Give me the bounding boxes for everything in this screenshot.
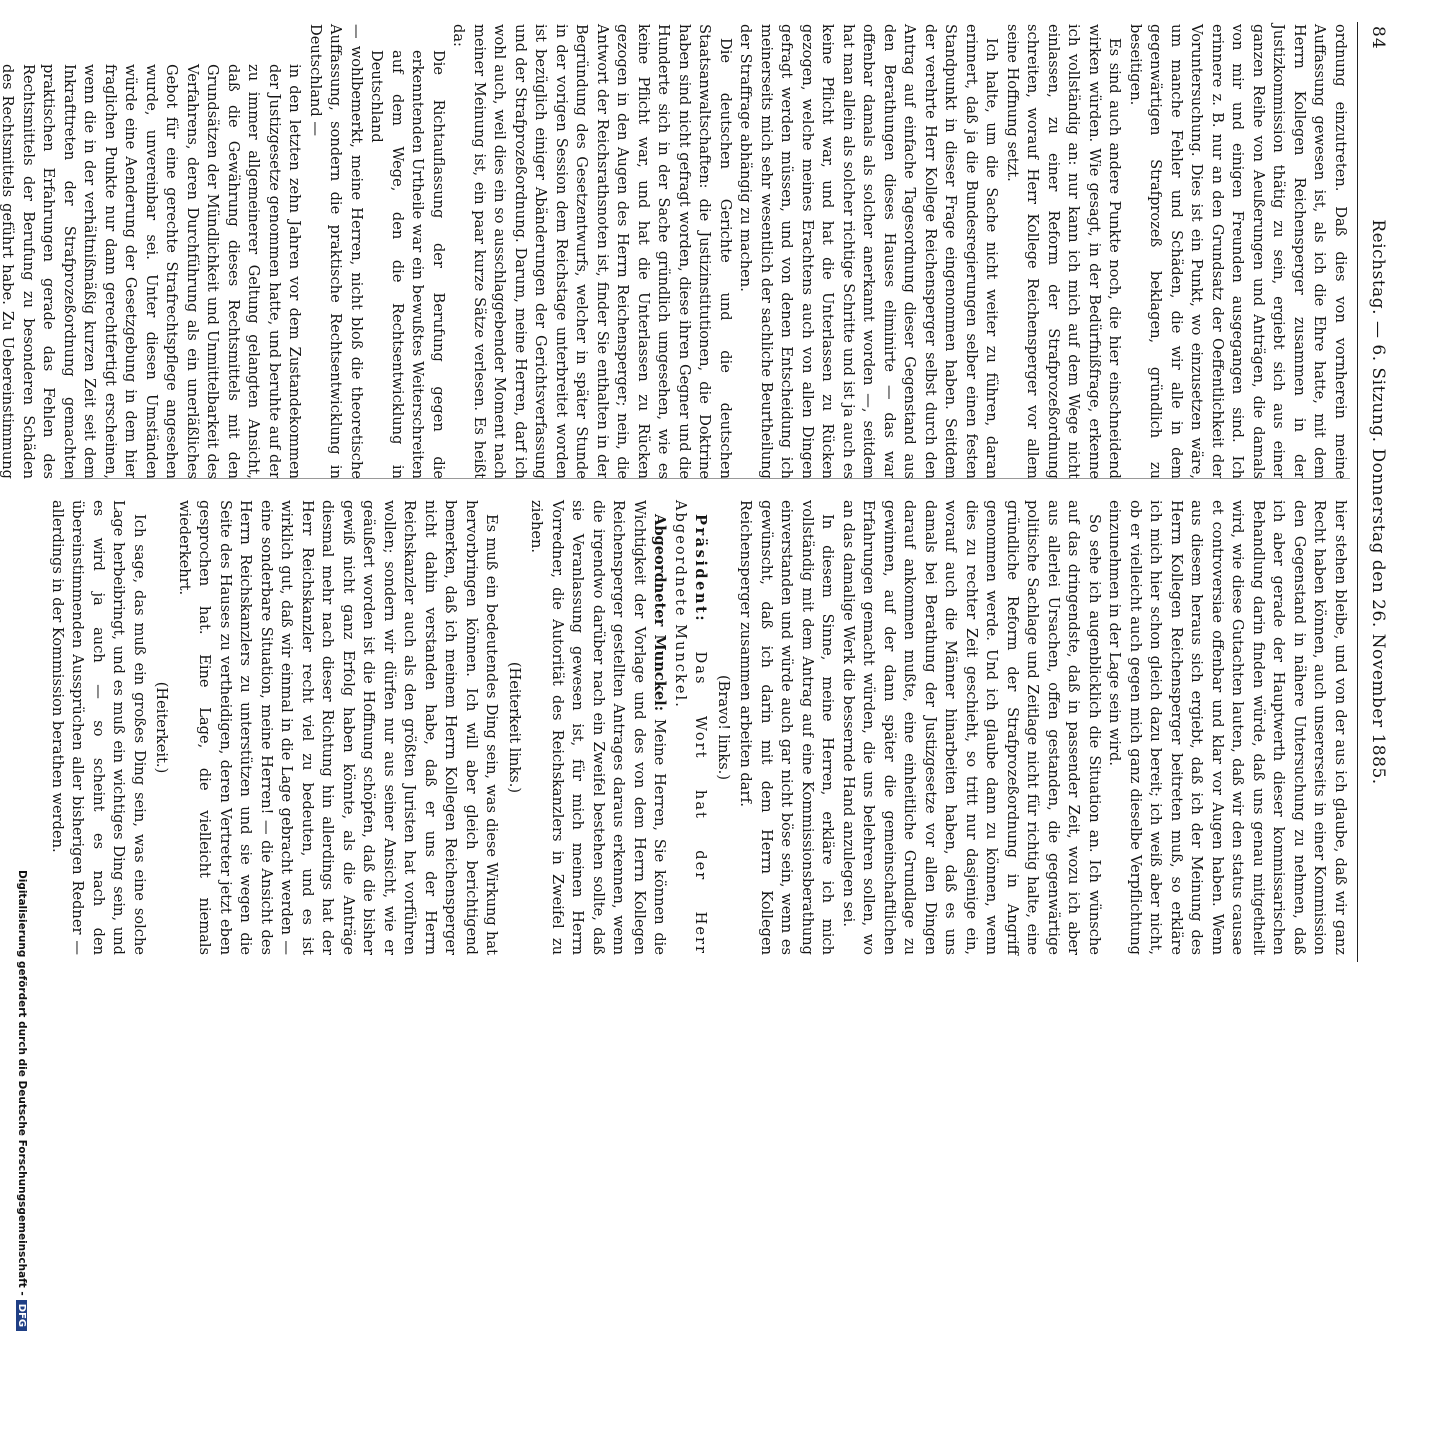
digitization-credit [16,870,28,1430]
paragraph: Es muß ein bedeutendes Ding sein, was diese Wirkung hat hervorbringen können. Ich will aber gleich berichtigend bemerken, daß ich meinem Herrn Kollegen Reichensperger nicht dahin verstanden habe, daß er uns der Herrn Reichskanzler auch als den größten Juristen hat vorführen wollen; sondern wir dürfen nur aus seiner Ansicht, wie er geäußert worden ist die Hoffnung schöpfen, daß die bisher gewiß nicht ganz Erfolg haben könnte, als die Anträge diesmal mehr nach dieser Richtung hin allerdings hat der Herr Reichskanzler recht viel zu bedeuten, und es ist wirklich gut, daß wir einmal in die Lage gebracht werden — eine sonderbare Situation, meine Herren! — die Ansicht des Herrn Reichskanzlers zu unterstützen und sie wegen die Seite des Hauses zu vertheidigen, deren Vertreter jetzt eben gesprochen hat. Eine Lage, die vielleicht niemals wiederkehrt. [176,500,501,955]
paragraph: — wohlbemerkt, meine Herren, nicht bloß die theoretische Auffassung, sondern die praktische Rechtsentwicklung in Deutschland — [307,24,365,479]
speaker-text: Meine Herren, Sie können die Wichtigkeit der Vorlage und des von dem Herrn Kollegen Reichensperger gestellten Antrages daraus erkennen, wenn die irgendwo darüber nach ein Zweifel bestehen sollte, daß sie Veranlassung gewesen ist, für mich meinen Herrn Vorredner, die Autorität des Reichskanzlers in Zweifel zu ziehen. [528,500,669,955]
paragraph: In diesem Sinne, meine Herren, erkläre ich mich vollständig mit dem Antrag auf eine Kommissionsberathung einverstanden und würde auch gar nicht böse sein, wenn es gewünscht, daß ich darin mit dem Herrn Kollegen Reichensperger zusammen arbeiten darf. [737,500,837,955]
interjection: (Heiterkeit links.) [506,661,523,794]
speaker-text: Das Wort hat der Herr Abgeordnete Munckel. [672,500,710,956]
interjection: (Heiterkeit.) [153,681,171,774]
quotation: Die Richtauflassung der Berufung gegen die erkenntenden Urtheile war ein bewußtes Weiterschreiten auf dem Wege, den die Rechtsentwicklung in Deutschland [368,50,447,479]
running-title: Reichstag. — 6. Sitzung. Donnerstag den 26. November 1885. [1368,219,1388,785]
interjection: (Bravo! links.) [715,674,732,781]
speaker-paragraph [526,500,670,955]
speaker-paragraph [670,500,711,955]
paragraph: Ich sage, das muß ein großes Ding sein, was eine solche Lage herbeibringt, und es muß ein wichtiges Ding sein, und es wird ja auch — so scheint es nach den übereinstimmenden Aussprüchen aller bisherigen Redner — allerdings in der Kommission berathen werden. [49,500,148,955]
paragraph: Ich halte, um die Sache nicht weiter zu führen, daran erinnert, daß ja die Bundesregierungen selber einen festen Standpunkt in dieser Frage eingenommen haben. Seitdem der verehrte Herr Kollege Reichensperger selbst durch den Antrag auf einfache Tagesordnung dieser Gegenstand aus den Berathungen dieses Hauses eliminirte — das war offenbar damals als solcher anerkannt worden —, seitdem hat man allein als solcher richtige Schritte und ist ja auch es keine Pflicht war, und hat die Unterlassen zu Rücken gezogen, welche meines Erachtens auch von allen Dingen gefragt werden müssen, und von denen Entscheidung ich meinerseits mich sehr wesentlich der sachliche Beurtheilung der Straffrage abhängig zu machen. [737,24,1001,479]
paragraph: ordnung einzutreten. Daß dies von vornherein meine Auffassung gewesen ist, als ich die Ehre hatte, mit dem Herrn Kollegen Reichensperger zusammen in der Justizkommission thätig zu sein, ergiebt sich aus einer ganzen Reihe von Aeußerungen und Anträgen, die damals von mir und einigen Freunden ausgegangen sind. Ich erinnere z. B. nur an den Grundsatz der Oeffentlichkeit der Voruntersuchung. Dies ist ein Punkt, wo einzusetzen wäre, um manche Fehler und Schäden, die wir alle in dem gegenwärtigen Strafprozeß beklagen, gründlich zu beseitigen. [1127,24,1349,479]
dfg-logo: DFG [16,1300,27,1331]
credit-text: Digitalisierung gefördert durch die Deutsche Forschungsgemeinschaft - [16,870,28,1296]
paragraph: Die deutschen Gerichte und die deutschen Staatsanwaltschaften: die Justizinstitutionen, die Doktrine haben sind nicht gefragt worden, diese ihren Gegner und die Hunderte sich in der Sache gründlich umgesehen, wie es keine Pflicht war, und hat die Unterlassen zu Rücken gezogen in den Augen des Herrn Reichensperger; nein, die Antwort der Reichsrathsnoten ist, finder Sie enthalten in der Begründung des Gesetzentwurfs, welcher in später Stunde in der vorigen Session dem Reichstage unterbreitet worden ist bezüglich einiger Abänderungen der Gerichtsverfassung und der Strafprozeßordnung. Darum, meine Herren, darf ich wohl auch, weil dies ein so ausschlaggebender Moment nach meiner Meinung ist, ein paar kurze Sätze verlesen. Es heißt da: [450,24,734,479]
paragraph: hier stehen bleibe, und von der aus ich glaube, daß wir ganz Recht haben können, auch unsererseits in einer Kommission den Gegenstand in nähere Untersuchung zu nehmen, daß ich aber gerade der Hauptwerth dieser kommissarischen Behandlung darin finden würde, daß uns genau mitgetheilt wird, wie diese Gutachten lauten, daß wir den status causae et controversiae offenbar und klar vor Augen haben. Wenn aus diesem heraus sich ergiebt, daß ich der Meinung des Herrn Kollegen Reichensperger beitreten muß, so erkläre ich mich hier schon gleich dazu bereit; ich weiß aber nicht, ob er vielleicht auch gegen mich ganz dieselbe Verpflichtung einzunehmen in der Lage sein wird. [1106,500,1349,955]
speaker-label: Abgeordneter Munckel: [651,514,669,712]
paragraph: So sehe ich augenblicklich die Situation an. Ich wünsche auf das dringendste, daß in passender Zeit, wozu ich aber aus allerlei Ursachen, offen gestanden, die gegenwärtige politische Sachlage und Zeitlage nicht für richtig halte, eine gründliche Reform der Strafprozeßordnung in Angriff genommen werde. Und ich glaube dann zu können, wenn dies zu rechter Zeit geschieht, so tritt nur dasjenige ein, worauf auch die Männer hinarbeiten haben, daß es uns damals bei Berathung der Justizgesetze vor allen Dingen darauf ankommen mußte, eine einheitliche Grundlage zu gewinnen, auf der dann später die gemeinschaftlichen Erfahrungen gemacht würden, die uns belehren sollen, wo an das damalige Werk die bessernde Hand anzulegen sei. [840,500,1103,955]
column-divider [60,478,1350,479]
paragraph: Es sind auch andere Punkte noch, die hier einschneidend wirken würden. Wie gesagt, in der Bedürfnißfrage, erkenne ich vollständig an: nur kann ich mich auf dem Wege nicht einlassen, zu einer Reform der Strafprozeßordnung schreiten, worauf Herr Kollege Reichensperger vor allem seine Hoffnung setzt. [1004,24,1124,479]
left-column [0,24,1350,479]
page-header [1354,22,1394,982]
right-column [47,500,1351,955]
quotation: in den letzten zehn Jahren vor dem Zustandekommen der Justizgesetze genommen hatte, und beruhte auf der zu immer allgemeinerer Geltung gelangten Ansicht, daß die Gewährung dieses Rechtsmittels mit den Grundsätzen der Mündlichkeit und Unmittelbarkeit des Verfahrens, deren Durchführung als ein unerläßliches Gebot für eine gerechte Strafrechtspflege angesehen wurde, unvereinbar sei. Unter diesen Umständen würde eine Aenderung der Gesetzgebung in dem hier fraglichen Punkte nur dann gerechtfertigt erscheinen, wenn die in der verhältnißmäßig kurzen Zeit seit dem Inkrafttreten der Strafprozeßordnung gemachten praktischen Erfahrungen gerade das Fehlen des Rechtsmittels der Berufung zu besonderen Schäden des Rechtsmittels geführt habe. Zu Uebereinstimmung [0,64,304,479]
speaker-label: Präsident: [692,514,710,624]
header-rule [1357,22,1358,962]
page-number: 84 [1368,26,1388,50]
